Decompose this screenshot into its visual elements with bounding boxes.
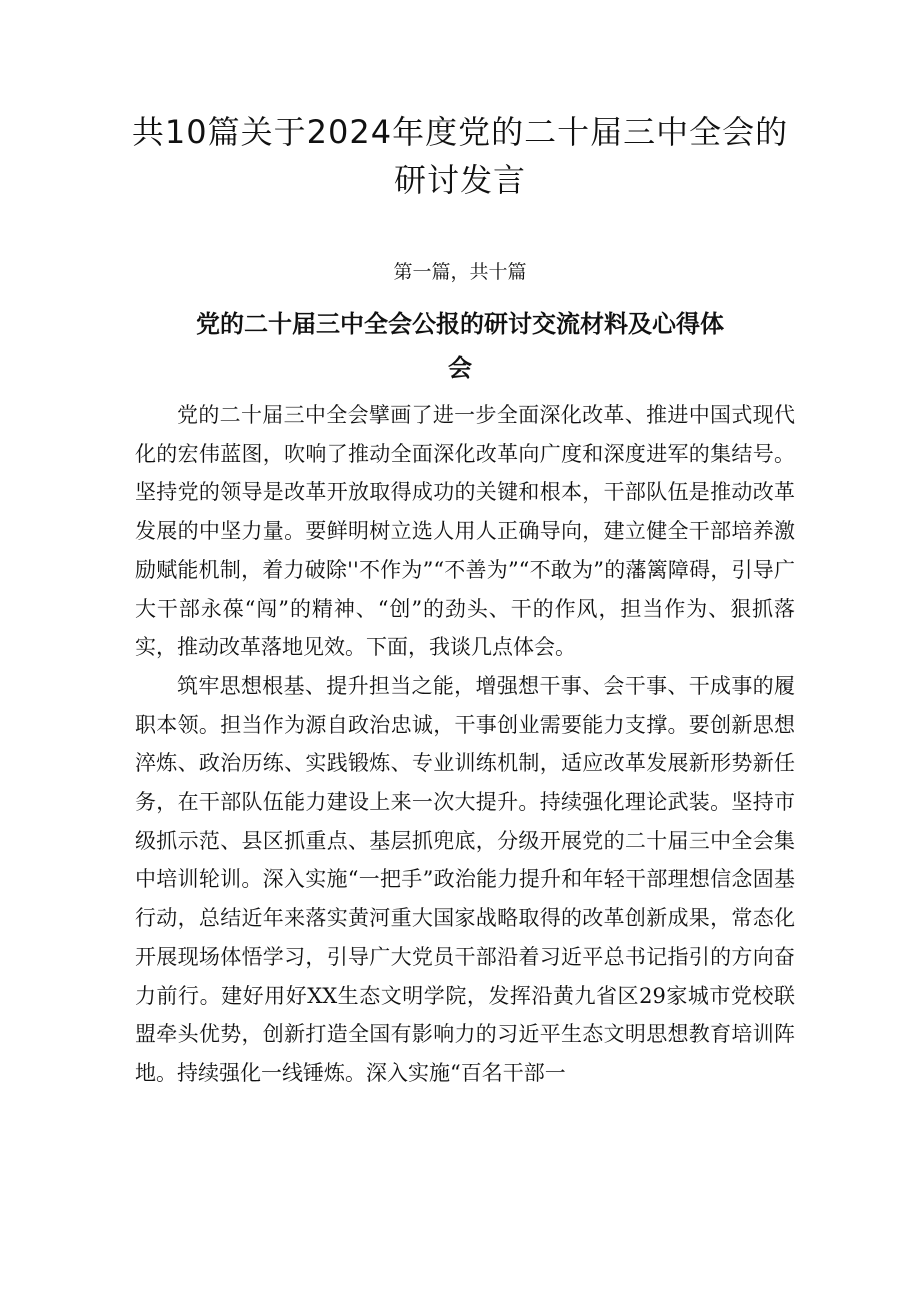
- paragraph: 党的二十届三中全会擘画了进一步全面深化改革、推进中国式现代化的宏伟蓝图，吹响了推动全面深化改革向广度和深度进军的集结号。坚持党的领导是改革开放取得成功的关键和根本，干部队伍是推动改革发展的中坚力量。要鲜明树立选人用人正确导向，建立健全干部培养激励赋能机制，着力破除''不作为”“不善为”“不敢为”的藩篱障碍，引导广大干部永葆“闯”的精神、“创”的劲头、干的作风，担当作为、狠抓落实，推动改革落地见效。下面，我谈几点体会。: [135, 403, 795, 660]
- part-label: 第一篇，共十篇: [393, 261, 527, 283]
- article-title: 党的二十届三中全会公报的研讨交流材料及心得体会: [196, 310, 724, 382]
- document-title: 共10篇关于2024年度党的二十届三中全会的研讨发言: [131, 113, 789, 199]
- article-body: [135, 396, 795, 1093]
- paragraph: 筑牢思想根基、提升担当之能，增强想干事、会干事、干成事的履职本领。担当作为源自政治忠诚，干事创业需要能力支撑。要创新思想淬炼、政治历练、实践锻炼、专业训练机制，适应改革发展新形势新任务，在干部队伍能力建设上来一次大提升。持续强化理论武装。坚持市级抓示范、县区抓重点、基层抓兜底，分级开展党的二十届三中全会集中培训轮训。深入实施“一把手”政治能力提升和年轻干部理想信念固基行动，总结近年来落实黄河重大国家战略取得的改革创新成果，常态化开展现场体悟学习，引导广大党员干部沿着习近平总书记指引的方向奋力前行。建好用好XX生态文明学院，发挥沿黄九省区29家城市党校联盟牵头优势，创新打造全国有影响力的习近平生态文明思想教育培训阵地。持续强化一线锤炼。深入实施“百名干部一: [135, 673, 795, 1085]
